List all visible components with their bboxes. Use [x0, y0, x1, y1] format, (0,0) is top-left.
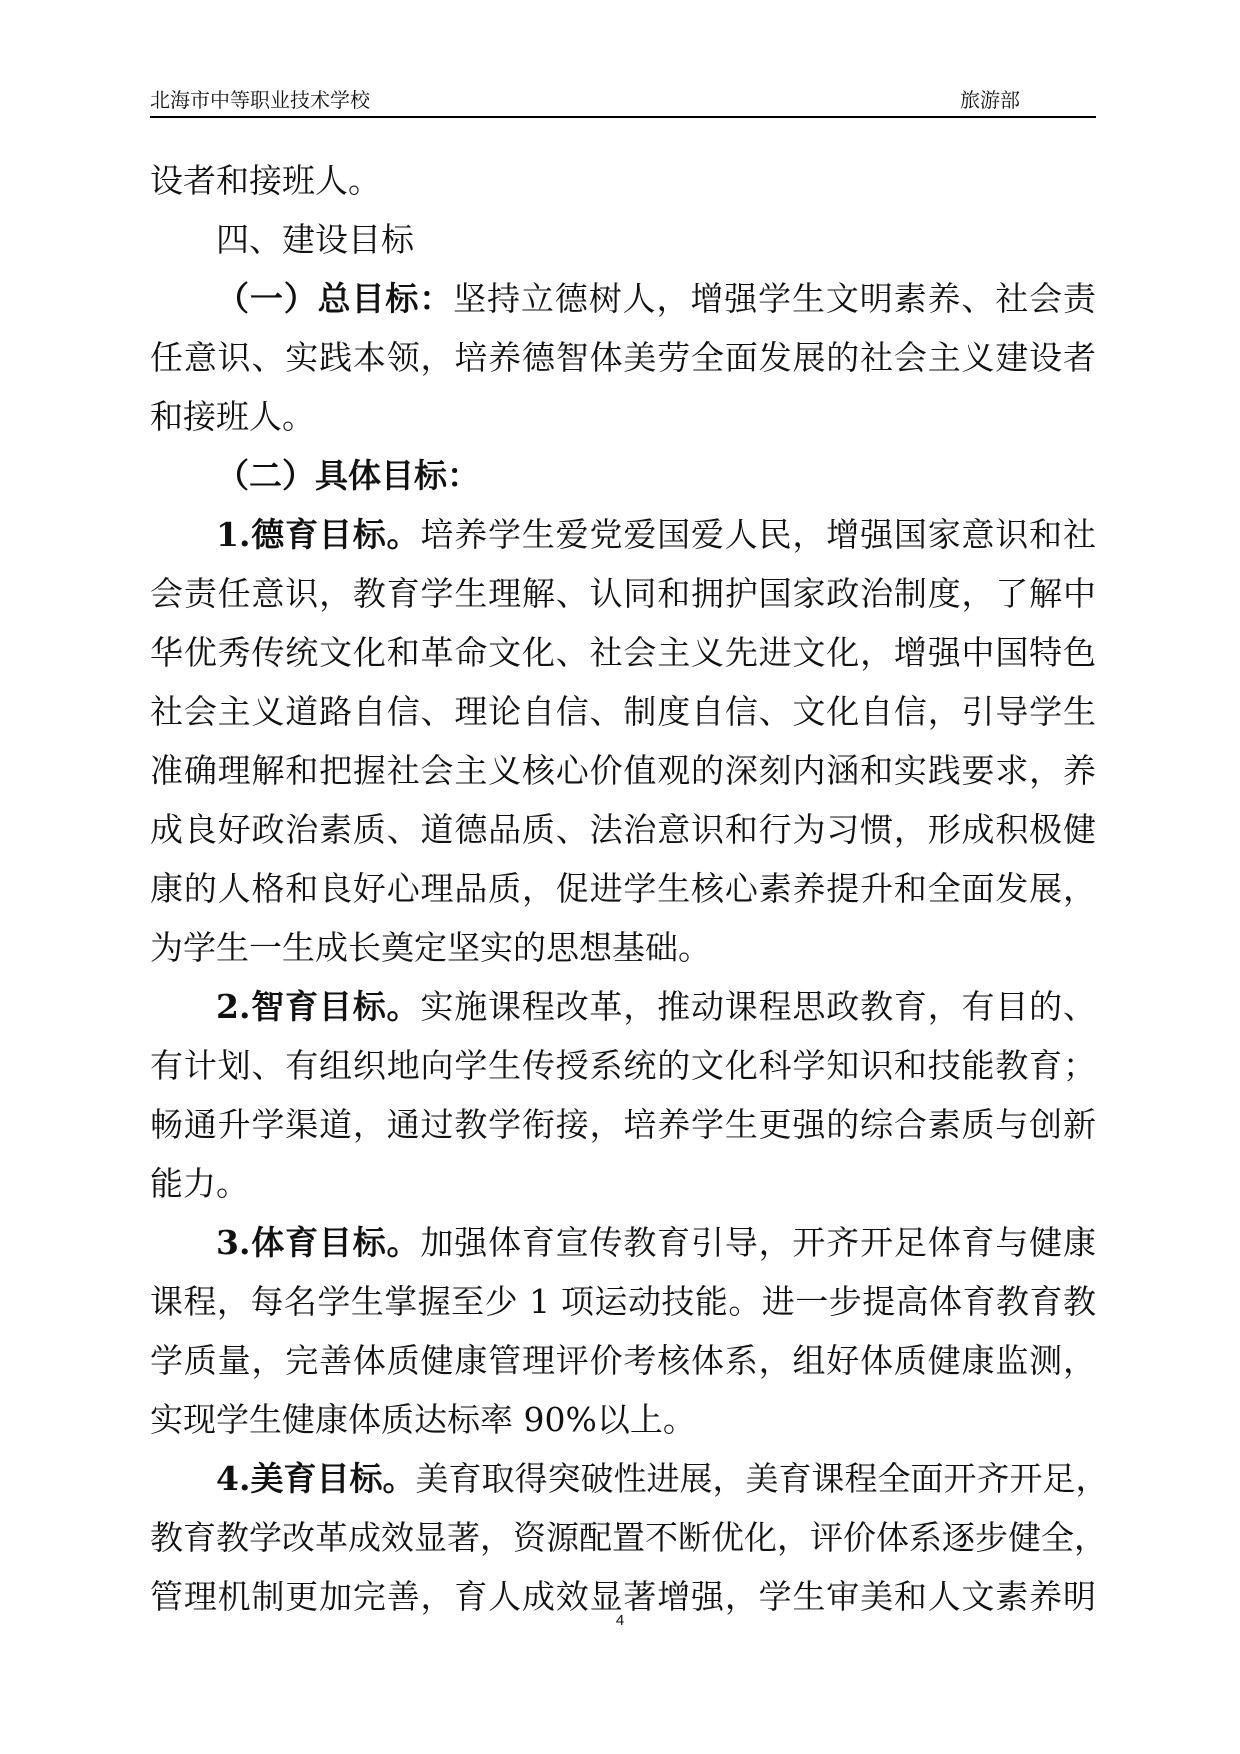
heading-label: 4.美育目标。 [216, 1459, 416, 1498]
text-line [150, 1213, 1096, 1272]
line-text: 为学生一生成长奠定坚实的思想基础。 [150, 928, 711, 967]
text-line [150, 1154, 1096, 1213]
line-text: 加强体育宣传教育引导，开齐开足体育与健康 [420, 1223, 1097, 1262]
line-text: 学质量，完善体质健康管理评价考核体系，组好体质健康监测， [150, 1341, 1096, 1380]
text-line [150, 741, 1096, 800]
text-line [150, 446, 1096, 505]
line-text: 课程，每名学生掌握至少 1 项运动技能。进一步提高体育教育教 [150, 1282, 1096, 1321]
text-line [150, 328, 1096, 387]
text-line [150, 1272, 1096, 1331]
heading-label: （一）总目标： [216, 279, 454, 318]
line-text: 准确理解和把握社会主义核心价值观的深刻内涵和实践要求，养 [150, 751, 1096, 790]
text-line [150, 564, 1096, 623]
text-line [150, 269, 1096, 328]
text-line [150, 800, 1096, 859]
line-text: 华优秀传统文化和革命文化、社会主义先进文化，增强中国特色 [150, 633, 1096, 672]
text-line [150, 1095, 1096, 1154]
text-line [150, 623, 1096, 682]
department-name: 旅游部 [960, 88, 1020, 112]
page-header [150, 86, 1096, 118]
heading-label: 2.智育目标。 [216, 987, 421, 1026]
line-text: 社会主义道路自信、理论自信、制度自信、文化自信，引导学生 [150, 692, 1096, 731]
line-text: 美育取得突破性进展，美育课程全面开齐开足， [415, 1459, 1109, 1498]
text-line [150, 1036, 1096, 1095]
line-text: 培养学生爱党爱国爱人民，增强国家意识和社 [420, 515, 1097, 554]
line-text: 成良好政治素质、道德品质、法治意识和行为习惯，形成积极健 [150, 810, 1096, 849]
text-line [150, 1508, 1107, 1567]
heading-label: （二）具体目标： [216, 456, 480, 495]
line-text: 设者和接班人。 [150, 161, 381, 200]
line-text: 有计划、有组织地向学生传授系统的文化科学知识和技能教育； [150, 1046, 1096, 1085]
text-line [150, 977, 1096, 1036]
line-text: 和接班人。 [150, 397, 315, 436]
line-text: 实现学生健康体质达标率 90%以上。 [150, 1400, 696, 1439]
line-text: 实施课程改革，推动课程思政教育，有目的、 [420, 987, 1097, 1026]
line-text: 任意识、实践本领，培养德智体美劳全面发展的社会主义建设者 [150, 338, 1096, 377]
text-line [150, 918, 1096, 977]
text-line [150, 1331, 1096, 1390]
heading-label: 1.德育目标。 [216, 515, 421, 554]
line-text: 教育教学改革成效显著，资源配置不断优化，评价体系逐步健全， [150, 1518, 1107, 1557]
text-line [150, 1449, 1109, 1508]
text-line [150, 151, 1096, 210]
page-number: 4 [615, 1612, 625, 1629]
line-text: 坚持立德树人，增强学生文明素养、社会责 [453, 279, 1097, 318]
text-line [150, 1390, 1096, 1449]
heading-label: 3.体育目标。 [216, 1223, 421, 1262]
line-text: 畅通升学渠道，通过教学衔接，培养学生更强的综合素质与创新 [150, 1105, 1096, 1144]
text-line [150, 210, 1096, 269]
line-text: 四、建设目标 [216, 220, 414, 259]
line-text: 会责任意识，教育学生理解、认同和拥护国家政治制度，了解中 [150, 574, 1096, 613]
text-line [150, 682, 1096, 741]
text-line [150, 505, 1096, 564]
body-text [150, 151, 1109, 1626]
text-line [150, 859, 1096, 918]
line-text: 康的人格和良好心理品质，促进学生核心素养提升和全面发展， [150, 869, 1096, 908]
line-text: 管理机制更加完善，育人成效显著增强，学生审美和人文素养明 [150, 1577, 1096, 1616]
school-name: 北海市中等职业技术学校 [150, 88, 370, 112]
line-text: 能力。 [150, 1164, 249, 1203]
text-line [150, 387, 1096, 446]
